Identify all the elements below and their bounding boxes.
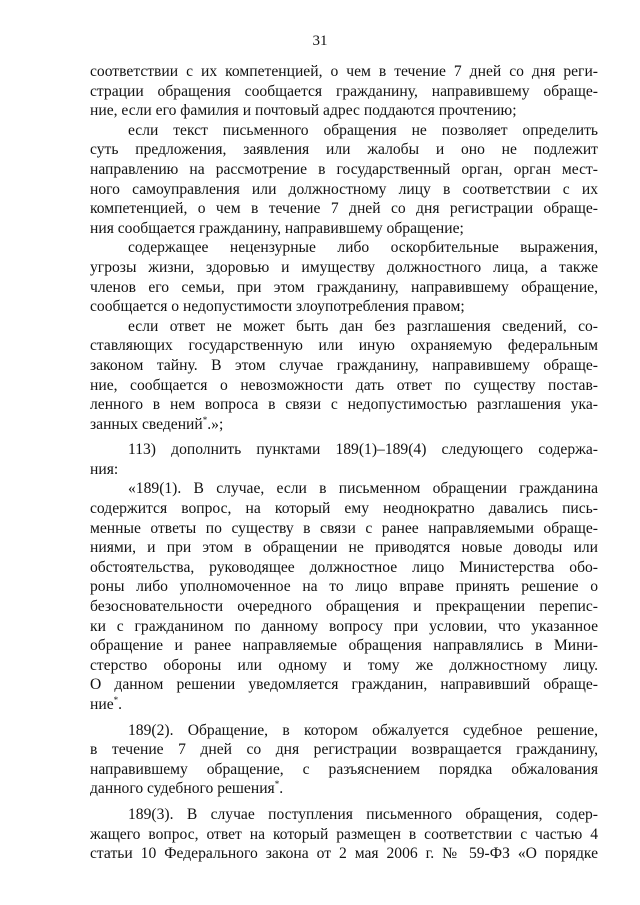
text-line — [90, 219, 598, 239]
text-line — [90, 656, 598, 676]
text-line — [90, 844, 598, 864]
text-line-content: роны либо уполномоченное на то лицо вправе принять решение о — [90, 578, 598, 596]
text-line-content: ставляющих государственную или иную охраняемую федеральным — [90, 337, 598, 355]
text-line — [90, 721, 598, 741]
text-line — [90, 519, 598, 539]
text-line-content: обращение и ранее направляемые обращения направлялись в Мини- — [90, 637, 598, 655]
text-line-content: 189(3). В случае поступления письменного обращения, содер- — [128, 805, 598, 823]
text-line — [90, 82, 598, 102]
text-line-content: стерство обороны или одному и тому же должностному лицу. — [90, 656, 598, 674]
text-line-content: направлению на рассмотрение в государственный орган, орган мест- — [90, 160, 598, 178]
text-line-content: жащего вопрос, ответ на который размещен в соответствии с частью 4 — [90, 825, 598, 843]
text-line — [90, 297, 598, 317]
page-number: 31 — [312, 33, 328, 49]
text-line-content: статьи 10 Федерального закона от 2 мая 2006 г. № 59-ФЗ «О порядке — [90, 845, 598, 863]
text-line-content: компетенцией, о чем в течение 7 дней со дня регистрации обраще- — [90, 200, 598, 218]
text-line — [90, 479, 598, 499]
text-line — [90, 376, 598, 396]
text-line-content: ния: — [90, 460, 119, 478]
text-line-content: членов его семьи, при этом гражданину, направившему обращение, — [90, 278, 598, 296]
text-line — [90, 121, 598, 141]
text-line-content: ленного в нем вопроса в связи с недопустимостью разглашения ука- — [90, 396, 598, 414]
text-line — [90, 415, 598, 435]
text-line-content: содержится вопрос, на который ему неоднократно давались пись- — [90, 500, 598, 518]
text-line-content: в течение 7 дней со дня регистрации возвращается гражданину, — [90, 741, 598, 759]
text-line — [90, 317, 598, 337]
text-line — [90, 538, 598, 558]
text-line-content: безосновательности очередного обращения и прекращении перепис- — [90, 598, 598, 616]
text-line-content: 189(2). Обращение, в котором обжалуется судебное решение, — [128, 721, 598, 739]
text-line-content: занных сведений — [90, 415, 203, 433]
text-line — [90, 278, 598, 298]
text-line-content: сообщается о недопустимости злоупотребления правом; — [90, 298, 465, 316]
document-body — [90, 62, 598, 864]
text-line — [90, 238, 598, 258]
text-line — [90, 675, 598, 695]
text-line — [90, 499, 598, 519]
text-line-content: страции обращения сообщается гражданину, направившему обраще- — [90, 82, 598, 100]
text-line-content: обстоятельства, руководящее должностное лицо Министерства обо- — [90, 558, 598, 576]
footnote-marker: * — [202, 414, 208, 425]
text-line — [90, 180, 598, 200]
text-line — [90, 779, 598, 799]
text-line-content: ниями, и при этом в обращении не приводятся новые доводы или — [90, 539, 598, 557]
text-line — [90, 597, 598, 617]
text-line — [90, 617, 598, 637]
text-line — [90, 760, 598, 780]
text-line-content: ние — [90, 696, 114, 713]
text-line-content: ния сообщается гражданину, направившему обращение; — [90, 219, 464, 237]
text-line-content: суть предложения, заявления или жалобы и оно не подлежит — [90, 141, 598, 159]
text-line-content: ки с гражданином по данному вопросу при условии, что указанное — [90, 617, 598, 635]
text-line-content: «189(1). В случае, если в письменном обращении гражданина — [128, 480, 598, 498]
text-line — [90, 336, 598, 356]
text-line — [90, 160, 598, 180]
text-line — [90, 558, 598, 578]
text-line — [90, 825, 598, 845]
text-line — [90, 140, 598, 160]
text-line-content: ние, сообщается о невозможности дать ответ по существу постав- — [90, 376, 598, 394]
text-line-content: ного самоуправления или должностному лицу в соответствии с их — [90, 180, 598, 198]
text-line — [90, 258, 598, 278]
text-line-content: содержащее нецензурные либо оскорбительные выражения, — [128, 239, 598, 257]
text-line-tail: . — [279, 780, 284, 798]
text-line — [90, 101, 598, 121]
text-line — [90, 199, 598, 219]
text-line — [90, 740, 598, 760]
footnote-marker: * — [113, 695, 119, 705]
text-line — [90, 805, 598, 825]
text-line-content: если текст письменного обращения не позволяет определить — [128, 121, 598, 139]
text-line — [90, 395, 598, 415]
text-line-content: направившему обращение, с разъяснением порядка обжалования — [90, 760, 598, 778]
text-line-content: ние, если его фамилия и почтовый адрес поддаются прочтению; — [90, 102, 517, 120]
text-line — [90, 695, 598, 715]
text-line-content: 113) дополнить пунктами 189(1)–189(4) следующего содержа- — [128, 441, 598, 459]
text-line — [90, 440, 598, 460]
text-line — [90, 356, 598, 376]
text-line — [90, 460, 598, 480]
text-line-content: законом тайну. В этом случае гражданину, направившему обраще- — [90, 356, 598, 374]
text-line-tail: . — [118, 696, 123, 713]
text-line-content: если ответ не может быть дан без разглашения сведений, со- — [128, 317, 598, 335]
text-line-content: менные ответы по существу в связи с ранее направляемыми обраще- — [90, 519, 598, 537]
text-line-content: угрозы жизни, здоровью и имуществу должностного лица, а также — [90, 258, 598, 276]
footnote-marker: * — [274, 779, 280, 790]
text-line-content: данного судебного решения — [90, 780, 275, 798]
text-line-content: О данном решении уведомляется гражданин, направивший обраще- — [90, 676, 598, 694]
text-line — [90, 636, 598, 656]
text-line-content: соответствии с их компетенцией, о чем в течение 7 дней со дня реги- — [90, 63, 598, 80]
text-line-tail: .»; — [207, 415, 224, 433]
text-line — [90, 62, 598, 82]
text-line — [90, 577, 598, 597]
